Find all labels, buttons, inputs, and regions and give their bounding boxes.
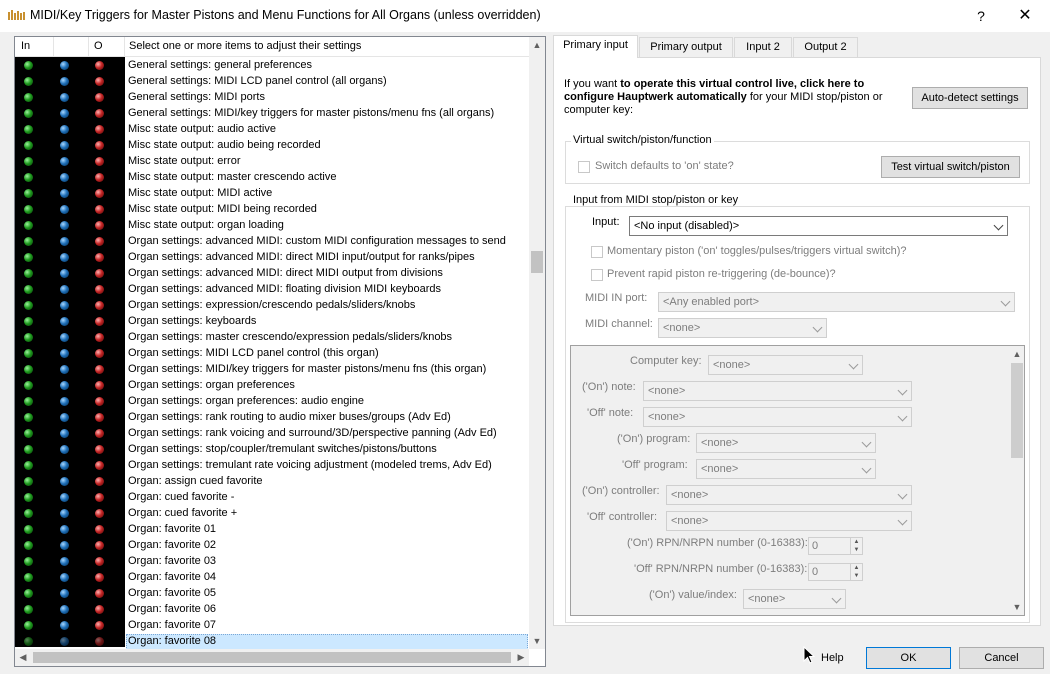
output-lamp-icon [95,429,104,438]
mouse-cursor-icon [803,646,819,666]
list-item[interactable] [15,346,529,362]
input-lamp-icon [24,269,33,278]
computer-key-select[interactable] [708,355,863,375]
column-header-description[interactable]: Select one or more items to adjust their settings [129,40,362,52]
output-lamp-icon [95,477,104,486]
spin-arrows-icon[interactable]: ▲ ▼ [850,564,862,580]
computer-key-label: Computer key: [630,355,702,367]
list-item[interactable] [15,570,529,586]
list-vertical-scrollbar[interactable] [529,37,545,649]
state-lamp-icon [60,205,69,214]
list-item[interactable] [15,106,529,122]
test-virtual-switch-button[interactable]: Test virtual switch/piston [881,156,1020,178]
momentary-piston-label: Momentary piston ('on' toggles/pulses/triggers virtual switch)? [607,245,907,257]
off-program-select[interactable] [696,459,876,479]
output-lamp-icon [95,365,104,374]
output-lamp-icon [95,285,104,294]
list-rows [15,58,529,650]
list-item-label: Organ settings: master crescendo/expression pedals/sliders/knobs [128,331,453,343]
tab-primary-output[interactable]: Primary output [639,37,733,57]
output-lamp-icon [95,333,104,342]
state-lamp-icon [60,317,69,326]
list-item[interactable] [15,490,529,506]
input-select[interactable] [629,216,1008,236]
output-lamp-icon [95,557,104,566]
chevron-down-icon [898,386,908,396]
output-lamp-icon [95,189,104,198]
message-details-panel[interactable] [570,345,1025,616]
input-label: Input: [592,216,620,228]
virtual-switch-group-title: Virtual switch/piston/function [573,134,712,146]
on-controller-label: ('On') controller: [582,485,660,497]
input-lamp-icon [24,301,33,310]
intro-text-end: for your MIDI stop/piston or computer key: [564,91,883,116]
midi-channel-select[interactable] [658,318,827,338]
input-lamp-icon [24,237,33,246]
list-item[interactable] [15,506,529,522]
output-lamp-icon [95,93,104,102]
help-label: Help [821,652,844,664]
output-lamp-icon [95,237,104,246]
list-item-label: Organ: favorite 08 [128,635,217,647]
list-item[interactable] [15,298,529,314]
state-lamp-icon [60,509,69,518]
list-item[interactable] [15,618,529,634]
list-item-label: General settings: MIDI/key triggers for master pistons/menu fns (all organs) [128,107,495,119]
state-lamp-icon [60,269,69,278]
output-lamp-icon [95,525,104,534]
off-note-select[interactable] [643,407,912,427]
list-item[interactable] [15,586,529,602]
input-lamp-icon [24,253,33,262]
input-lamp-icon [24,349,33,358]
on-rpn-spinbox[interactable] [808,537,863,555]
list-item-label: Organ settings: advanced MIDI: floating division MIDI keyboards [128,283,442,295]
list-item[interactable] [15,58,529,74]
output-lamp-icon [95,269,104,278]
list-item-label: Organ: favorite 06 [128,603,217,615]
on-value-label: ('On') value/index: [649,589,737,601]
list-item-label: Organ: favorite 01 [128,523,217,535]
auto-detect-instructions [564,78,904,117]
input-lamp-icon [24,557,33,566]
on-note-select[interactable] [643,381,912,401]
list-item-label: Organ: cued favorite + [128,507,238,519]
output-lamp-icon [95,221,104,230]
midi-in-port-value: <Any enabled port> [663,296,760,308]
input-lamp-icon [24,413,33,422]
state-lamp-icon [60,173,69,182]
input-lamp-icon [24,381,33,390]
input-lamp-icon [24,157,33,166]
list-item-label: Organ: cued favorite - [128,491,235,503]
scrollbar-thumb[interactable] [1011,363,1023,458]
list-header [15,37,545,57]
chevron-down-icon [898,412,908,422]
input-lamp-icon [24,493,33,502]
state-lamp-icon [60,61,69,70]
output-lamp-icon [95,157,104,166]
list-item-label: Misc state output: error [128,155,241,167]
list-item[interactable] [15,634,529,650]
column-divider [53,37,54,57]
chevron-down-icon [832,594,842,604]
input-lamp-icon [24,621,33,630]
state-lamp-icon [60,557,69,566]
off-rpn-spinbox[interactable] [808,563,863,581]
chevron-down-icon [898,516,908,526]
input-lamp-icon [24,93,33,102]
output-lamp-icon [95,125,104,134]
input-lamp-icon [24,141,33,150]
list-item-label: Organ: favorite 04 [128,571,217,583]
output-lamp-icon [95,205,104,214]
off-note-value: <none> [648,411,686,423]
state-lamp-icon [60,525,69,534]
chevron-down-icon [898,490,908,500]
input-lamp-icon [24,221,33,230]
list-item-label: Organ settings: keyboards [128,315,257,327]
input-lamp-icon [24,173,33,182]
list-item[interactable] [15,522,529,538]
list-item-label: Misc state output: audio being recorded [128,139,321,151]
tab-output-2[interactable]: Output 2 [793,37,858,57]
state-lamp-icon [60,285,69,294]
output-lamp-icon [95,445,104,454]
output-lamp-icon [95,77,104,86]
list-item-label: Organ settings: MIDI LCD panel control (this organ) [128,347,379,359]
input-lamp-icon [24,109,33,118]
off-controller-label: 'Off' controller: [587,511,658,523]
list-item-label: Misc state output: audio active [128,123,276,135]
on-program-select[interactable] [696,433,876,453]
list-item[interactable] [15,282,529,298]
output-lamp-icon [95,397,104,406]
output-lamp-icon [95,253,104,262]
input-lamp-icon [24,285,33,294]
input-lamp-icon [24,477,33,486]
midi-channel-label: MIDI channel: [585,318,653,330]
on-note-value: <none> [648,385,686,397]
output-lamp-icon [95,61,104,70]
output-lamp-icon [95,541,104,550]
input-lamp-icon [24,77,33,86]
list-item[interactable] [15,330,529,346]
input-lamp-icon [24,125,33,134]
output-lamp-icon [95,109,104,118]
state-lamp-icon [60,461,69,470]
input-select-value: <No input (disabled)> [634,220,740,232]
input-lamp-icon [24,333,33,342]
state-lamp-icon [60,253,69,262]
output-lamp-icon [95,461,104,470]
state-lamp-icon [60,221,69,230]
off-controller-value: <none> [671,515,709,527]
chevron-down-icon [1001,297,1011,307]
list-item-label: General settings: MIDI ports [128,91,265,103]
list-item[interactable] [15,234,529,250]
scroll-down-icon[interactable]: ▼ [1012,602,1022,612]
momentary-piston-checkbox[interactable] [591,246,603,258]
list-item[interactable] [15,154,529,170]
trigger-list[interactable] [14,36,546,667]
state-lamp-icon [60,637,69,646]
output-lamp-icon [95,349,104,358]
input-lamp-icon [24,429,33,438]
midi-in-port-select[interactable] [658,292,1015,312]
state-lamp-icon [60,589,69,598]
off-program-label: 'Off' program: [622,459,688,471]
list-item[interactable] [15,458,529,474]
state-lamp-icon [60,429,69,438]
scroll-up-icon[interactable]: ▲ [1012,349,1022,359]
spin-arrows-icon[interactable]: ▲ ▼ [850,538,862,554]
list-item[interactable] [15,170,529,186]
state-lamp-icon [60,573,69,582]
output-lamp-icon [95,493,104,502]
input-lamp-icon [24,461,33,470]
list-item-label: Organ settings: rank voicing and surround/3D/perspective panning (Adv Ed) [128,427,497,439]
input-lamp-icon [24,317,33,326]
state-lamp-icon [60,349,69,358]
state-lamp-icon [60,397,69,406]
list-item[interactable] [15,426,529,442]
chevron-down-icon [813,323,823,333]
on-rpn-label: ('On') RPN/NRPN number (0-16383): [627,537,808,549]
input-lamp-icon [24,573,33,582]
list-item-label: Organ settings: rank routing to audio mixer buses/groups (Adv Ed) [128,411,451,423]
input-lamp-icon [24,205,33,214]
switch-default-on-label: Switch defaults to 'on' state? [595,160,734,172]
debounce-checkbox[interactable] [591,269,603,281]
list-item[interactable] [15,90,529,106]
list-item-label: Organ settings: tremulant rate voicing adjustment (modeled trems, Adv Ed) [128,459,492,471]
off-rpn-label: 'Off' RPN/NRPN number (0-16383): [634,563,808,575]
input-lamp-icon [24,541,33,550]
midi-input-group-title: Input from MIDI stop/piston or key [573,194,739,206]
state-lamp-icon [60,541,69,550]
chevron-down-icon [862,438,872,448]
state-lamp-icon [60,109,69,118]
list-item-label: Misc state output: organ loading [128,219,284,231]
list-horizontal-scrollbar[interactable] [15,649,529,666]
list-item[interactable] [15,122,529,138]
list-item-label: Organ: favorite 03 [128,555,217,567]
input-lamp-icon [24,605,33,614]
on-value-value: <none> [748,593,786,605]
state-lamp-icon [60,413,69,422]
computer-key-value: <none> [713,359,751,371]
state-lamp-icon [60,237,69,246]
column-header-in[interactable]: In [21,40,31,52]
list-item[interactable] [15,538,529,554]
list-item-label: Organ: assign cued favorite [128,475,263,487]
list-item-label: Organ: favorite 05 [128,587,217,599]
input-lamp-icon [24,445,33,454]
input-lamp-icon [24,589,33,598]
list-item[interactable] [15,378,529,394]
scroll-up-icon[interactable]: ▲ [532,40,542,50]
on-controller-value: <none> [671,489,709,501]
state-lamp-icon [60,125,69,134]
list-item[interactable] [15,602,529,618]
state-lamp-icon [60,477,69,486]
output-lamp-icon [95,381,104,390]
details-vertical-scrollbar[interactable] [1009,346,1025,615]
list-item[interactable] [15,362,529,378]
list-item-label: Organ settings: expression/crescendo pedals/sliders/knobs [128,299,416,311]
window-title: MIDI/Key Triggers for Master Pistons and Menu Functions for All Organs (unless overridden) [30,8,541,22]
list-item[interactable] [15,202,529,218]
state-lamp-icon [60,381,69,390]
state-lamp-icon [60,333,69,342]
on-rpn-value: 0 [812,540,819,552]
input-lamp-icon [24,509,33,518]
state-lamp-icon [60,493,69,502]
cancel-button[interactable]: Cancel [959,647,1044,669]
scroll-right-icon[interactable]: ▶ [517,652,525,662]
list-item-label: Misc state output: MIDI being recorded [128,203,317,215]
output-lamp-icon [95,509,104,518]
chevron-down-icon [849,360,859,370]
output-lamp-icon [95,173,104,182]
list-item-label: Misc state output: MIDI active [128,187,273,199]
list-item[interactable] [15,394,529,410]
output-lamp-icon [95,605,104,614]
output-lamp-icon [95,141,104,150]
intro-bold-text: to operate this virtual control live, click here to configure Hauptwerk automatically [564,78,865,103]
intro-text: If you want [564,78,621,90]
input-lamp-icon [24,365,33,374]
list-item-label: Organ settings: advanced MIDI: direct MIDI output from divisions [128,267,443,279]
output-lamp-icon [95,637,104,646]
state-lamp-icon [60,157,69,166]
state-lamp-icon [60,141,69,150]
on-program-value: <none> [701,437,739,449]
list-item[interactable] [15,266,529,282]
list-item-label: Misc state output: master crescendo active [128,171,337,183]
state-lamp-icon [60,93,69,102]
state-lamp-icon [60,189,69,198]
midi-in-port-label: MIDI IN port: [585,292,648,304]
chevron-down-icon [994,221,1004,231]
off-rpn-value: 0 [812,566,819,578]
list-item[interactable] [15,554,529,570]
list-item-label: Organ settings: MIDI/key triggers for master pistons/menu fns (this organ) [128,363,487,375]
midi-channel-value: <none> [663,322,701,334]
input-lamp-icon [24,61,33,70]
list-item-label: General settings: MIDI LCD panel control (all organs) [128,75,387,87]
output-lamp-icon [95,621,104,630]
list-item[interactable] [15,442,529,458]
off-note-label: 'Off' note: [587,407,634,419]
on-program-label: ('On') program: [617,433,691,445]
scrollbar-thumb[interactable] [33,652,511,663]
tab-input-2[interactable]: Input 2 [734,37,792,57]
scroll-down-icon[interactable]: ▼ [532,636,542,646]
list-item-label: Organ settings: advanced MIDI: direct MIDI input/output for ranks/pipes [128,251,475,263]
list-item[interactable] [15,250,529,266]
list-item[interactable] [15,314,529,330]
column-divider [88,37,89,57]
list-item[interactable] [15,218,529,234]
debounce-label: Prevent rapid piston re-triggering (de-bounce)? [607,268,836,280]
on-value-select[interactable] [743,589,846,609]
state-lamp-icon [60,77,69,86]
output-lamp-icon [95,589,104,598]
column-header-o[interactable]: O [94,40,103,52]
input-lamp-icon [24,397,33,406]
output-lamp-icon [95,413,104,422]
list-item-label: Organ settings: stop/coupler/tremulant switches/pistons/buttons [128,443,437,455]
input-lamp-icon [24,525,33,534]
auto-detect-settings-button[interactable]: Auto-detect settings [912,87,1028,109]
app-organ-icon [8,10,26,20]
off-controller-select[interactable] [666,511,912,531]
state-lamp-icon [60,365,69,374]
list-item-label: Organ settings: advanced MIDI: custom MIDI configuration messages to send [128,235,506,247]
column-divider [124,37,125,57]
switch-default-on-checkbox[interactable] [578,161,590,173]
tab-primary-input[interactable]: Primary input [553,35,638,58]
state-lamp-icon [60,621,69,630]
ok-button[interactable]: OK [866,647,951,669]
list-item[interactable] [15,474,529,490]
list-item[interactable] [15,186,529,202]
scrollbar-thumb[interactable] [531,251,543,273]
state-lamp-icon [60,445,69,454]
on-note-label: ('On') note: [582,381,636,393]
scroll-left-icon[interactable]: ◀ [19,652,27,662]
list-item-label: General settings: general preferences [128,59,313,71]
output-lamp-icon [95,301,104,310]
chevron-down-icon [862,464,872,474]
help-icon[interactable]: ? [977,8,985,24]
list-item[interactable] [15,138,529,154]
list-item-label: Organ settings: organ preferences [128,379,295,391]
list-item[interactable] [15,74,529,90]
list-item-label: Organ: favorite 02 [128,539,217,551]
list-item-label: Organ settings: organ preferences: audio engine [128,395,365,407]
list-item[interactable] [15,410,529,426]
output-lamp-icon [95,573,104,582]
close-icon[interactable]: ✕ [1018,7,1032,24]
title-bar [0,0,1050,32]
state-lamp-icon [60,605,69,614]
input-lamp-icon [24,189,33,198]
output-lamp-icon [95,317,104,326]
input-lamp-icon [24,637,33,646]
list-item-label: Organ: favorite 07 [128,619,217,631]
state-lamp-icon [60,301,69,310]
on-controller-select[interactable] [666,485,912,505]
off-program-value: <none> [701,463,739,475]
